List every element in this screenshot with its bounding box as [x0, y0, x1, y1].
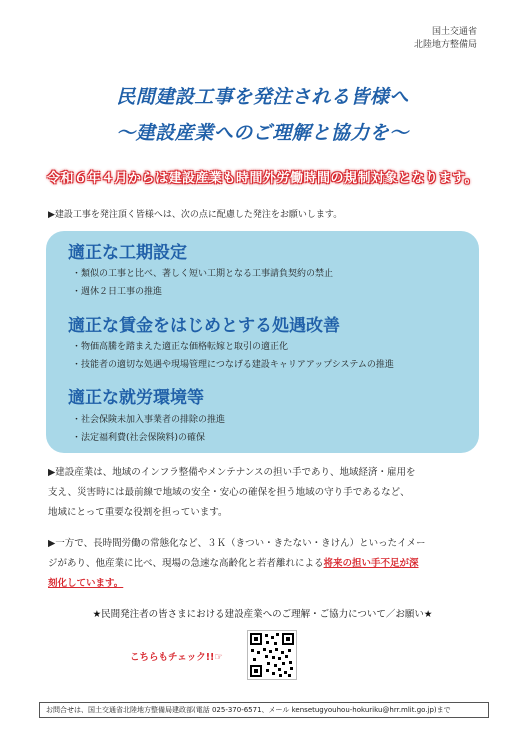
- paragraph-text: ジがあり、他産業に比べ、現場の急速な高齢化と若者離れによる: [48, 558, 324, 569]
- issuer-bureau: 北陸地方整備局: [413, 40, 477, 50]
- issuer-ministry: 国土交通省: [431, 27, 477, 37]
- qr-code[interactable]: [247, 630, 297, 680]
- section-heading-schedule: 適正な工期設定: [68, 243, 187, 263]
- section-heading-wages: 適正な賃金をはじめとする処遇改善: [68, 316, 340, 336]
- contact-footer: お問合せは、国土交通省北陸地方整備局建政部(電話 025-370-6571、メール kensetugyouhou-hokuriku@hrr.mlit.go.jp)まで: [39, 702, 489, 718]
- issuer: [414, 26, 477, 52]
- section-bullet: ・類似の工事と比べ、著しく短い工期となる工事請負契約の禁止: [72, 269, 334, 279]
- check-link-label: こちらもチェック!!☞: [130, 652, 223, 663]
- paragraph-line: [48, 574, 488, 594]
- paragraph-line: ▶一方で、長時間労働の常態化など、３Ｋ（きつい・きたない・きけん）といったイメー: [48, 538, 426, 549]
- request-banner: ★民間発注者の皆さまにおける建設産業へのご理解・ご協力について／お願い★: [92, 609, 433, 620]
- section-bullet: ・法定福利費(社会保険料)の確保: [72, 433, 206, 443]
- section-bullet: ・社会保険未加入事業者の排除の推進: [72, 415, 226, 425]
- paragraph-line: 地域にとって重要な役割を担っています。: [48, 507, 228, 518]
- paragraph-role: [48, 463, 488, 523]
- section-bullet: ・技能者の適切な処遇や現場管理につなげる建設キャリアアップシステムの推進: [72, 360, 394, 370]
- qr-code-icon: [248, 631, 296, 679]
- highlight-text: 刻化しています。: [48, 578, 124, 589]
- paragraph-line: [48, 554, 488, 574]
- intro-text: ▶建設工事を発注頂く皆様へは、次の点に配慮した発注をお願いします。: [48, 210, 343, 220]
- paragraph-line: ▶建設産業は、地域のインフラ整備やメンテナンスの担い手であり、地域経済・雇用を: [48, 467, 416, 478]
- section-bullet: ・物価高騰を踏まえた適正な価格転嫁と取引の適正化: [72, 342, 289, 352]
- paragraph-issues: [48, 534, 488, 594]
- page-subtitle: ～建設産業へのご理解と協力を～: [116, 122, 409, 144]
- highlight-text: 将来の担い手不足が深: [323, 558, 419, 569]
- page-title: 民間建設工事を発注される皆様へ: [116, 86, 409, 108]
- section-heading-environment: 適正な就労環境等: [68, 388, 204, 408]
- section-bullet: ・週休２日工事の推進: [72, 287, 163, 297]
- paragraph-line: 支え、災害時には最前線で地域の安全・安心の確保を担う地域の守り手であるなど、: [48, 487, 410, 498]
- regulation-headline: 令和６年４月からは建設産業も時間外労働時間の規制対象となります。: [47, 171, 478, 186]
